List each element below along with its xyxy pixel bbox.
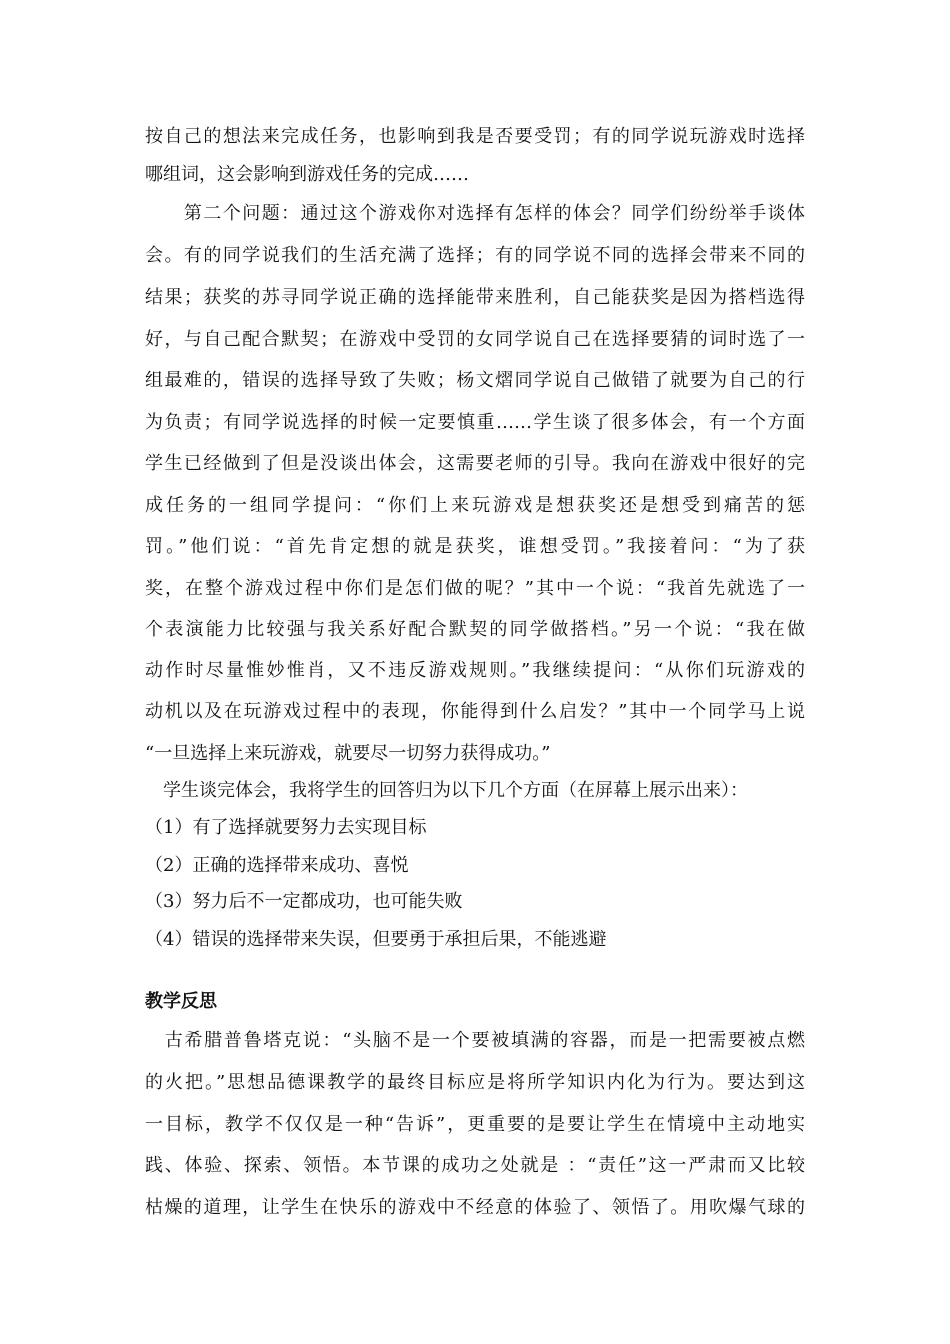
- body-text-line: 好，与自己配合默契；在游戏中受罚的女同学说自己在选择要猜的词时选了一: [145, 329, 805, 350]
- body-text-line: 奖，在整个游戏过程中你们是怎们做的呢？”其中一个说：“我首先就选了一: [145, 578, 805, 599]
- body-text-line: 结果；获奖的苏寻同学说正确的选择能带来胜利，自己能获奖是因为搭档选得: [145, 287, 805, 308]
- body-text-line: 哪组词，这会影响到游戏任务的完成……: [145, 164, 469, 185]
- body-text-line: 组最难的，错误的选择导致了失败；杨文熠同学说自己做错了就要为自己的行: [145, 370, 805, 391]
- body-text-line: 动机以及在玩游戏过程中的表现，你能得到什么启发？”其中一个同学马上说: [145, 701, 805, 722]
- body-text-line: 动作时尽量惟妙惟肖，又不违反游戏规则。”我继续提问：“从你们玩游戏的: [145, 660, 805, 681]
- body-text-line: 罚。”他们说：“首先肯定想的就是获奖，谁想受罚。”我接着问：“为了获: [145, 536, 805, 557]
- list-item: （4）错误的选择带来失误，但要勇于承担后果，不能逃避: [145, 929, 607, 950]
- body-text-line: 一目标，教学不仅仅是一种“告诉”，更重要的是要让学生在情境中主动地实: [145, 1114, 805, 1135]
- body-text-line: 会。有的同学说我们的生活充满了选择；有的同学说不同的选择会带来不同的: [145, 245, 805, 266]
- list-item: （1）有了选择就要努力去实现目标: [145, 817, 427, 838]
- list-item: （2）正确的选择带来成功、喜悦: [145, 855, 409, 876]
- body-text-line: 枯燥的道理，让学生在快乐的游戏中不经意的体验了、领悟了。用吹爆气球的: [145, 1197, 805, 1218]
- body-text-line: 学生已经做到了但是没谈出体会，这需要老师的引导。我向在游戏中很好的完: [145, 453, 805, 474]
- body-text-line: 个表演能力比较强与我关系好配合默契的同学做搭档。”另一个说：“我在做: [145, 619, 805, 640]
- list-item: （3）努力后不一定都成功，也可能失败: [145, 891, 463, 912]
- body-text-line: “一旦选择上来玩游戏，就要尽一切努力获得成功。”: [145, 743, 551, 764]
- body-text-line: 的火把。”思想品德课教学的最终目标应是将所学知识内化为行为。要达到这: [145, 1072, 805, 1093]
- body-text-line: 按自己的想法来完成任务，也影响到我是否要受罚；有的同学说玩游戏时选择: [145, 126, 805, 147]
- body-text-line: 成任务的一组同学提问：“你们上来玩游戏是想获奖还是想受到痛苦的惩: [145, 495, 805, 516]
- body-text-line: 第二个问题：通过这个游戏你对选择有怎样的体会？同学们纷纷举手谈体: [145, 203, 805, 224]
- section-heading: 教学反思: [145, 991, 217, 1012]
- body-text-line: 学生谈完体会，我将学生的回答归为以下几个方面（在屏幕上展示出来）：: [145, 780, 748, 801]
- body-text-line: 古希腊普鲁塔克说：“头脑不是一个要被填满的容器，而是一把需要被点燃: [145, 1030, 805, 1051]
- body-text-line: 为负责；有同学说选择的时候一定要慎重……学生谈了很多体会，有一个方面: [145, 412, 805, 433]
- body-text-line: 践、体验、探索、领悟。本节课的成功之处就是 ：“责任”这一严肃而又比较: [145, 1155, 805, 1176]
